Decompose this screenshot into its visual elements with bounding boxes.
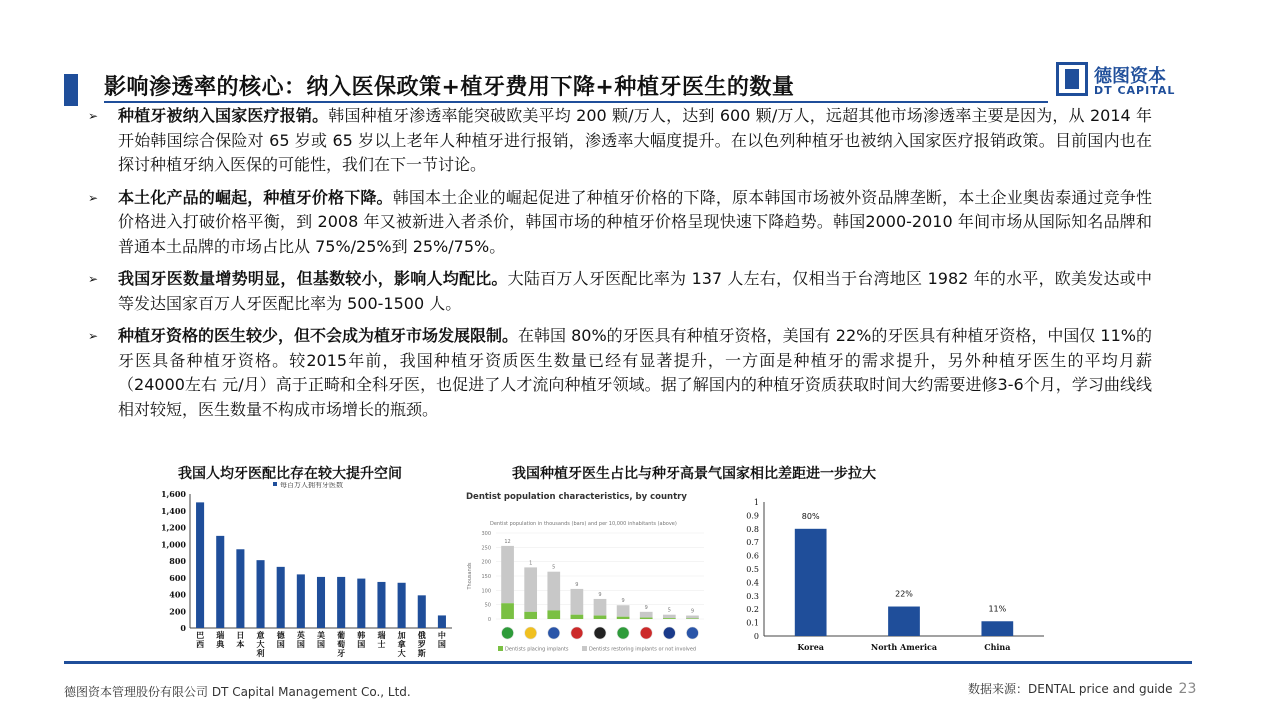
- bar: [981, 621, 1013, 636]
- bar-top-label: 9: [690, 608, 695, 615]
- y-tick-label: 0.3: [746, 591, 759, 601]
- bar: [236, 549, 244, 628]
- footer-rule: [64, 661, 1192, 664]
- country-flag-icon: [525, 627, 537, 639]
- bar-top-label: 9: [575, 581, 579, 588]
- y-tick-label: 0.1: [746, 618, 759, 628]
- legend-label: Dentists placing implants: [505, 646, 569, 653]
- chart-dentist-population: [462, 485, 717, 660]
- x-tick-label: 巴西: [196, 631, 205, 649]
- bullet-body: 在韩国 80%的牙医具有种植牙资格，美国有 22%的牙医具有种植牙资格，中国仅 11%的牙医具备种植牙资格。较2015年前，我国种植牙资质医生数量已经有显著提升，一方面是种植牙的需求提升，另外种植牙医生的平均月薪（24000左右 元/月）高于正畸和全科牙医，也促进了人才流向种植牙领域。据了解国内的种植牙资质获取时间大约需要进修3-6个月，学习曲线线相对较短，医生数量不构成市场增长的瓶颈。: [118, 326, 1152, 419]
- bar-implant: [501, 603, 514, 619]
- y-tick-label: 800: [169, 556, 186, 566]
- bar: [888, 607, 920, 636]
- country-flag-icon: [663, 627, 675, 639]
- bar-top-label: 9: [644, 604, 648, 611]
- bar: [297, 574, 305, 628]
- bar-implant: [640, 618, 653, 619]
- bar: [317, 577, 325, 628]
- bar: [377, 582, 385, 628]
- arrow-bullet-icon: ➢: [88, 272, 99, 286]
- y-tick-label: 150: [481, 574, 491, 580]
- bar-top-label: 5: [667, 607, 671, 614]
- y-tick-label: 100: [481, 588, 491, 595]
- y-tick-label: 250: [481, 545, 491, 552]
- legend-label: Dentists restoring implants or not involved: [589, 646, 697, 653]
- legend-label: 每百万人拥有牙医数: [280, 482, 343, 489]
- page-title: 影响渗透率的核心：纳入医保政策+植牙费用下降+种植牙医生的数量: [104, 75, 795, 100]
- bar: [257, 560, 265, 628]
- x-tick-label: 瑞典: [216, 631, 225, 649]
- y-tick-label: 0.4: [746, 578, 759, 588]
- country-flag-icon: [594, 627, 606, 639]
- chart-title-implant-share: 我国种植牙医生占比与种牙高景气国家相比差距进一步拉大: [512, 466, 876, 482]
- bar: [795, 529, 827, 636]
- bar-implant: [524, 612, 537, 619]
- bar-implant: [547, 610, 560, 619]
- y-tick-label: 600: [169, 572, 186, 583]
- bar-other: [617, 605, 630, 616]
- y-tick-label: 0: [180, 623, 186, 633]
- company-logo: [1056, 62, 1196, 100]
- bar-other: [524, 567, 537, 611]
- bar-implant: [686, 618, 699, 619]
- logo-text-en: DT CAPITAL: [1094, 84, 1176, 97]
- chart-implant-qualified-share: [740, 492, 1052, 658]
- y-axis-label: Thousands: [467, 562, 473, 590]
- country-flag-icon: [617, 627, 629, 639]
- y-tick-label: 0: [753, 632, 759, 641]
- bullet-item: [88, 267, 1152, 316]
- y-tick-label: 300: [481, 531, 491, 537]
- bullet-body: 大陆百万人牙医配比率为 137 人左右，仅相当于台湾地区 1982 年的水平，欧美发达或中等发达国家百万人牙医配比率为 500-1500 人。: [118, 269, 1152, 313]
- chart-title-dentist-ratio: 我国人均牙医配比存在较大提升空间: [178, 466, 402, 482]
- bullet-heading: 我国牙医数量增势明显，但基数较小，影响人均配比。: [118, 269, 508, 288]
- bullet-body: 韩国种植牙渗透率能突破欧美平均 200 颗/万人，达到 600 颗/万人，远超其他市场渗透率主要是因为，从 2014 年开始韩国综合保险对 65 岁或 65 岁以上老年人种植牙进行报销，渗透率大幅度提升。在以色列种植牙也被纳入国家医疗报销政策。目前国内也在探讨种植牙纳入医保的可能性，我们在下一节讨论。: [118, 106, 1152, 174]
- bar-other: [594, 599, 607, 616]
- bar-implant: [663, 618, 676, 619]
- bullet-heading: 本土化产品的崛起，种植牙价格下降。: [118, 187, 393, 207]
- legend-swatch: [498, 646, 503, 651]
- country-flag-icon: [548, 627, 560, 639]
- chart-title: Dentist population characteristics, by country: [466, 492, 687, 502]
- x-tick-label: 韩国: [357, 631, 366, 649]
- bar: [216, 536, 224, 628]
- title-underline: [104, 101, 1048, 103]
- x-tick-label: 葡萄牙: [337, 631, 346, 658]
- logo-mark-icon: [1056, 62, 1088, 96]
- bar-other: [547, 572, 560, 611]
- legend-swatch: [582, 646, 587, 651]
- x-tick-label: 中国: [437, 631, 446, 649]
- country-flag-icon: [640, 627, 652, 639]
- bar-top-label: 9: [598, 591, 602, 598]
- x-tick-label: 瑞士: [377, 631, 386, 649]
- bullet-item: [88, 324, 1152, 422]
- bar: [438, 615, 446, 628]
- x-tick-label: Korea: [797, 642, 824, 652]
- bar-implant: [617, 617, 630, 619]
- bullet-item: [88, 104, 1152, 178]
- x-tick-label: 美国: [317, 631, 325, 649]
- bar-implant: [594, 616, 607, 619]
- y-tick-label: 1,200: [160, 522, 186, 533]
- bar-top-label: 9: [621, 598, 625, 605]
- bar-top-label: 5: [552, 564, 556, 571]
- logo-text-cn: 德图资本: [1094, 66, 1166, 87]
- footer-company: 德图资本管理股份有限公司 DT Capital Management Co., Ltd.: [64, 685, 411, 699]
- arrow-bullet-icon: ➢: [88, 109, 99, 123]
- y-tick-label: 50: [484, 602, 491, 609]
- y-tick-label: 0: [487, 617, 491, 623]
- bar: [357, 579, 365, 628]
- data-label: 11%: [988, 604, 1007, 614]
- y-tick-label: 200: [169, 606, 186, 617]
- country-flag-icon: [502, 627, 514, 639]
- page-number: 23: [1178, 681, 1197, 697]
- x-tick-label: China: [984, 642, 1011, 652]
- bar: [398, 583, 406, 628]
- bar: [277, 567, 285, 628]
- y-tick-label: 1: [753, 498, 759, 507]
- title-accent-bar: [64, 74, 78, 106]
- chart-subtitle: Dentist population in thousands (bars) and per 10,000 inhabitants (above): [490, 521, 677, 527]
- x-tick-label: 俄罗斯: [417, 631, 426, 658]
- y-tick-label: 0.6: [746, 551, 759, 561]
- bar-top-label: 12: [504, 538, 511, 545]
- bar-other: [686, 616, 699, 619]
- bar: [337, 577, 345, 628]
- bar: [196, 502, 204, 628]
- y-tick-label: 0.8: [746, 524, 759, 534]
- bar-other: [501, 546, 514, 603]
- bullet-heading: 种植牙被纳入国家医疗报销。: [118, 106, 329, 125]
- x-tick-label: 日本: [236, 631, 245, 649]
- y-tick-label: 0.7: [746, 538, 759, 548]
- country-flag-icon: [571, 627, 583, 639]
- y-tick-label: 0.9: [746, 511, 759, 521]
- bar-top-label: 1: [529, 560, 533, 567]
- data-label: 22%: [895, 589, 913, 599]
- bar-other: [663, 615, 676, 618]
- bar: [418, 595, 426, 628]
- x-tick-label: 加拿大: [397, 631, 406, 658]
- legend-swatch: [273, 482, 277, 486]
- footer-source: [968, 680, 1196, 697]
- y-tick-label: 400: [169, 589, 186, 600]
- bar-other: [640, 612, 653, 618]
- bullet-list: [88, 104, 1152, 430]
- arrow-bullet-icon: ➢: [88, 190, 99, 205]
- bullet-item: [88, 186, 1152, 260]
- bar-other: [571, 589, 584, 615]
- x-tick-label: 意大利: [256, 631, 265, 658]
- bar-implant: [571, 615, 584, 619]
- bullet-body: 韩国本土企业的崛起促进了种植牙价格的下降，原本韩国市场被外资品牌垄断，本土企业奥齿泰通过竞争性价格进入打破价格平衡，到 2008 年又被新进入者杀价，韩国市场的种植牙价格呈现快速下降趋势。韩国2000-2010 年间市场从国际知名品牌和普通本土品牌的市场占比从 75%/25%到 25%/75%。: [118, 187, 1152, 256]
- bullet-heading: 种植牙资格的医生较少，但不会成为植牙市场发展限制。: [118, 326, 519, 345]
- arrow-bullet-icon: ➢: [88, 329, 99, 343]
- x-tick-label: North America: [870, 642, 938, 652]
- y-tick-label: 0.5: [746, 565, 759, 574]
- y-tick-label: 1,000: [160, 539, 186, 550]
- x-tick-label: 德国: [276, 631, 285, 649]
- y-tick-label: 1,600: [160, 489, 186, 499]
- y-tick-label: 0.2: [746, 605, 759, 615]
- x-tick-label: 英国: [296, 631, 305, 649]
- y-tick-label: 200: [481, 559, 491, 566]
- source-text: 数据来源：DENTAL price and guide: [968, 682, 1173, 696]
- y-tick-label: 1,400: [160, 505, 186, 516]
- data-label: 80%: [801, 511, 820, 521]
- country-flag-icon: [686, 627, 698, 639]
- chart-dentists-per-million: [160, 482, 460, 658]
